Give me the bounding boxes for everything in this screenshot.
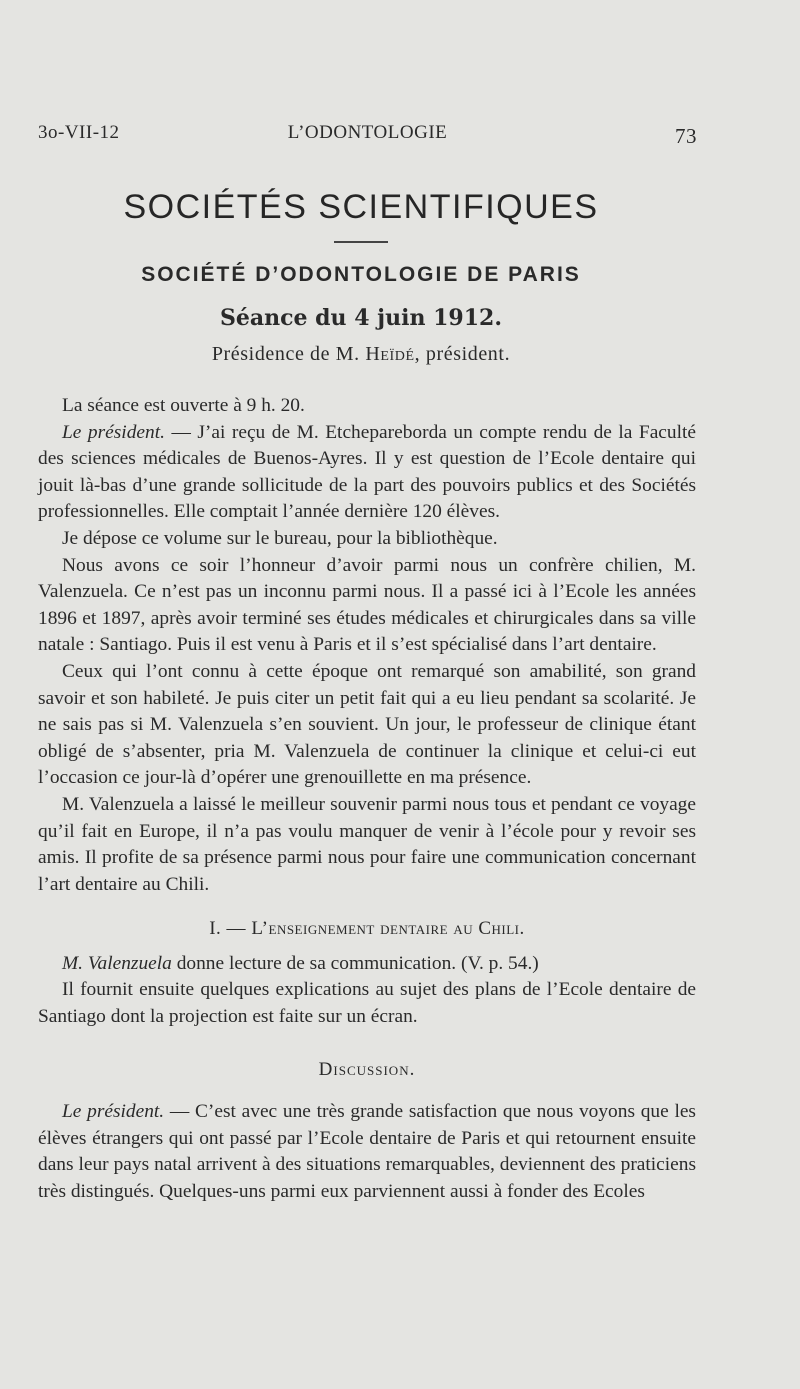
paragraph-explanations: Il fournit ensuite quelques explications au sujet des plans de l’Ecole dentaire de Santiago dont la projection est faite sur un écran. [38, 979, 696, 1028]
running-header [38, 122, 697, 148]
section-number: I. — [209, 918, 252, 940]
presidence-suffix: , président. [414, 343, 511, 365]
presidence-prefix: Présidence de M. [211, 343, 366, 365]
paragraph-guest-intro: Nous avons ce soir l’honneur d’avoir parmi nous un confrère chilien, M. Valenzuela. Ce n’est pas un inconnu parmi nous. Il a passé ici à l’Ecole les années 1896 et 1897, après avoir terminé ses études médicales et chirurgicales dans sa ville natale : Santiago. Puis il est venu à Paris et il s’est spécialisé dans l’art dentaire. [38, 554, 696, 656]
paragraph-guest-memory: Ceux qui l’ont connu à cette époque ont remarqué son amabilité, son grand savoir et son habileté. Je puis citer un petit fait qui a eu lieu pendant sa scolarité. Je ne sais pas si M. Valenzuela s’en souvient. Un jour, le professeur de clinique étant obligé de s’absenter, pria M. Valenzuela de continuer la clinique et celui-ci eut l’occasion ce jour-là d’opérer une grenouillette en ma présence. [38, 660, 696, 789]
paragraph-communication [38, 951, 696, 978]
page-number: 73 [675, 124, 697, 148]
session-heading: Séance du 4 juin 1912. [219, 305, 503, 331]
paragraph-text: donne lecture de sa communication. (V. p. 54.) [171, 952, 539, 974]
article-body [38, 393, 696, 1206]
paragraph-text: — C’est avec une très grande satisfaction que nous voyons que les élèves étrangers qui ont passé par l’Ecole dentaire de Paris et qui retournent ensuite dans leur pays natal arrivent à des situations remarquables, deviennent des praticiens très distingués. Quelques-uns parmi eux parviennent aussi à fonder des Ecoles [38, 1101, 696, 1203]
presidence-line [0, 343, 722, 366]
president-name: Heïdé [365, 343, 415, 365]
speaker-label: Le président. [62, 421, 165, 443]
section-heading-discussion: Discussion. [318, 1058, 416, 1080]
page-title: SOCIÉTÉS SCIENTIFIQUES [123, 188, 599, 226]
society-heading: SOCIÉTÉ D’ODONTOLOGIE DE PARIS [141, 263, 581, 286]
title-divider [334, 241, 388, 243]
paragraph-guest-visit: M. Valenzuela a laissé le meilleur souvenir parmi nous tous et pendant ce voyage qu’il fait en Europe, il n’a pas voulu manquer de venir à l’école pour y revoir ses amis. Il profite de sa présence parmi nous pour faire une communication concernant l’art dentaire au Chili. [38, 793, 696, 895]
header-journal-title: L’ODONTOLOGIE [287, 122, 448, 143]
paragraph-opening: La séance est ouverte à 9 h. 20. [62, 395, 305, 416]
paragraph-discussion [38, 1099, 696, 1205]
section-title: L’enseignement dentaire au Chili. [251, 918, 525, 940]
speaker-label: Le président. [62, 1101, 165, 1123]
speaker-label: M. Valenzuela [62, 952, 172, 974]
paragraph-text: — J’ai reçu de M. Etchepareborda un compte rendu de la Faculté des sciences médicales de Buenos-Ayres. Il y est question de l’Ecole dentaire qui jouit là-bas d’une grande sollicitude de la part des pouvoirs publics et des Sociétés professionnelles. Elle comptait l’année dernière 120 élèves. [38, 421, 696, 523]
paragraph-deposit: Je dépose ce volume sur le bureau, pour la bibliothèque. [62, 527, 498, 549]
header-date: 3o-VII-12 [38, 122, 120, 143]
paragraph-president-remarks [38, 420, 696, 526]
section-heading-teaching [38, 916, 696, 943]
